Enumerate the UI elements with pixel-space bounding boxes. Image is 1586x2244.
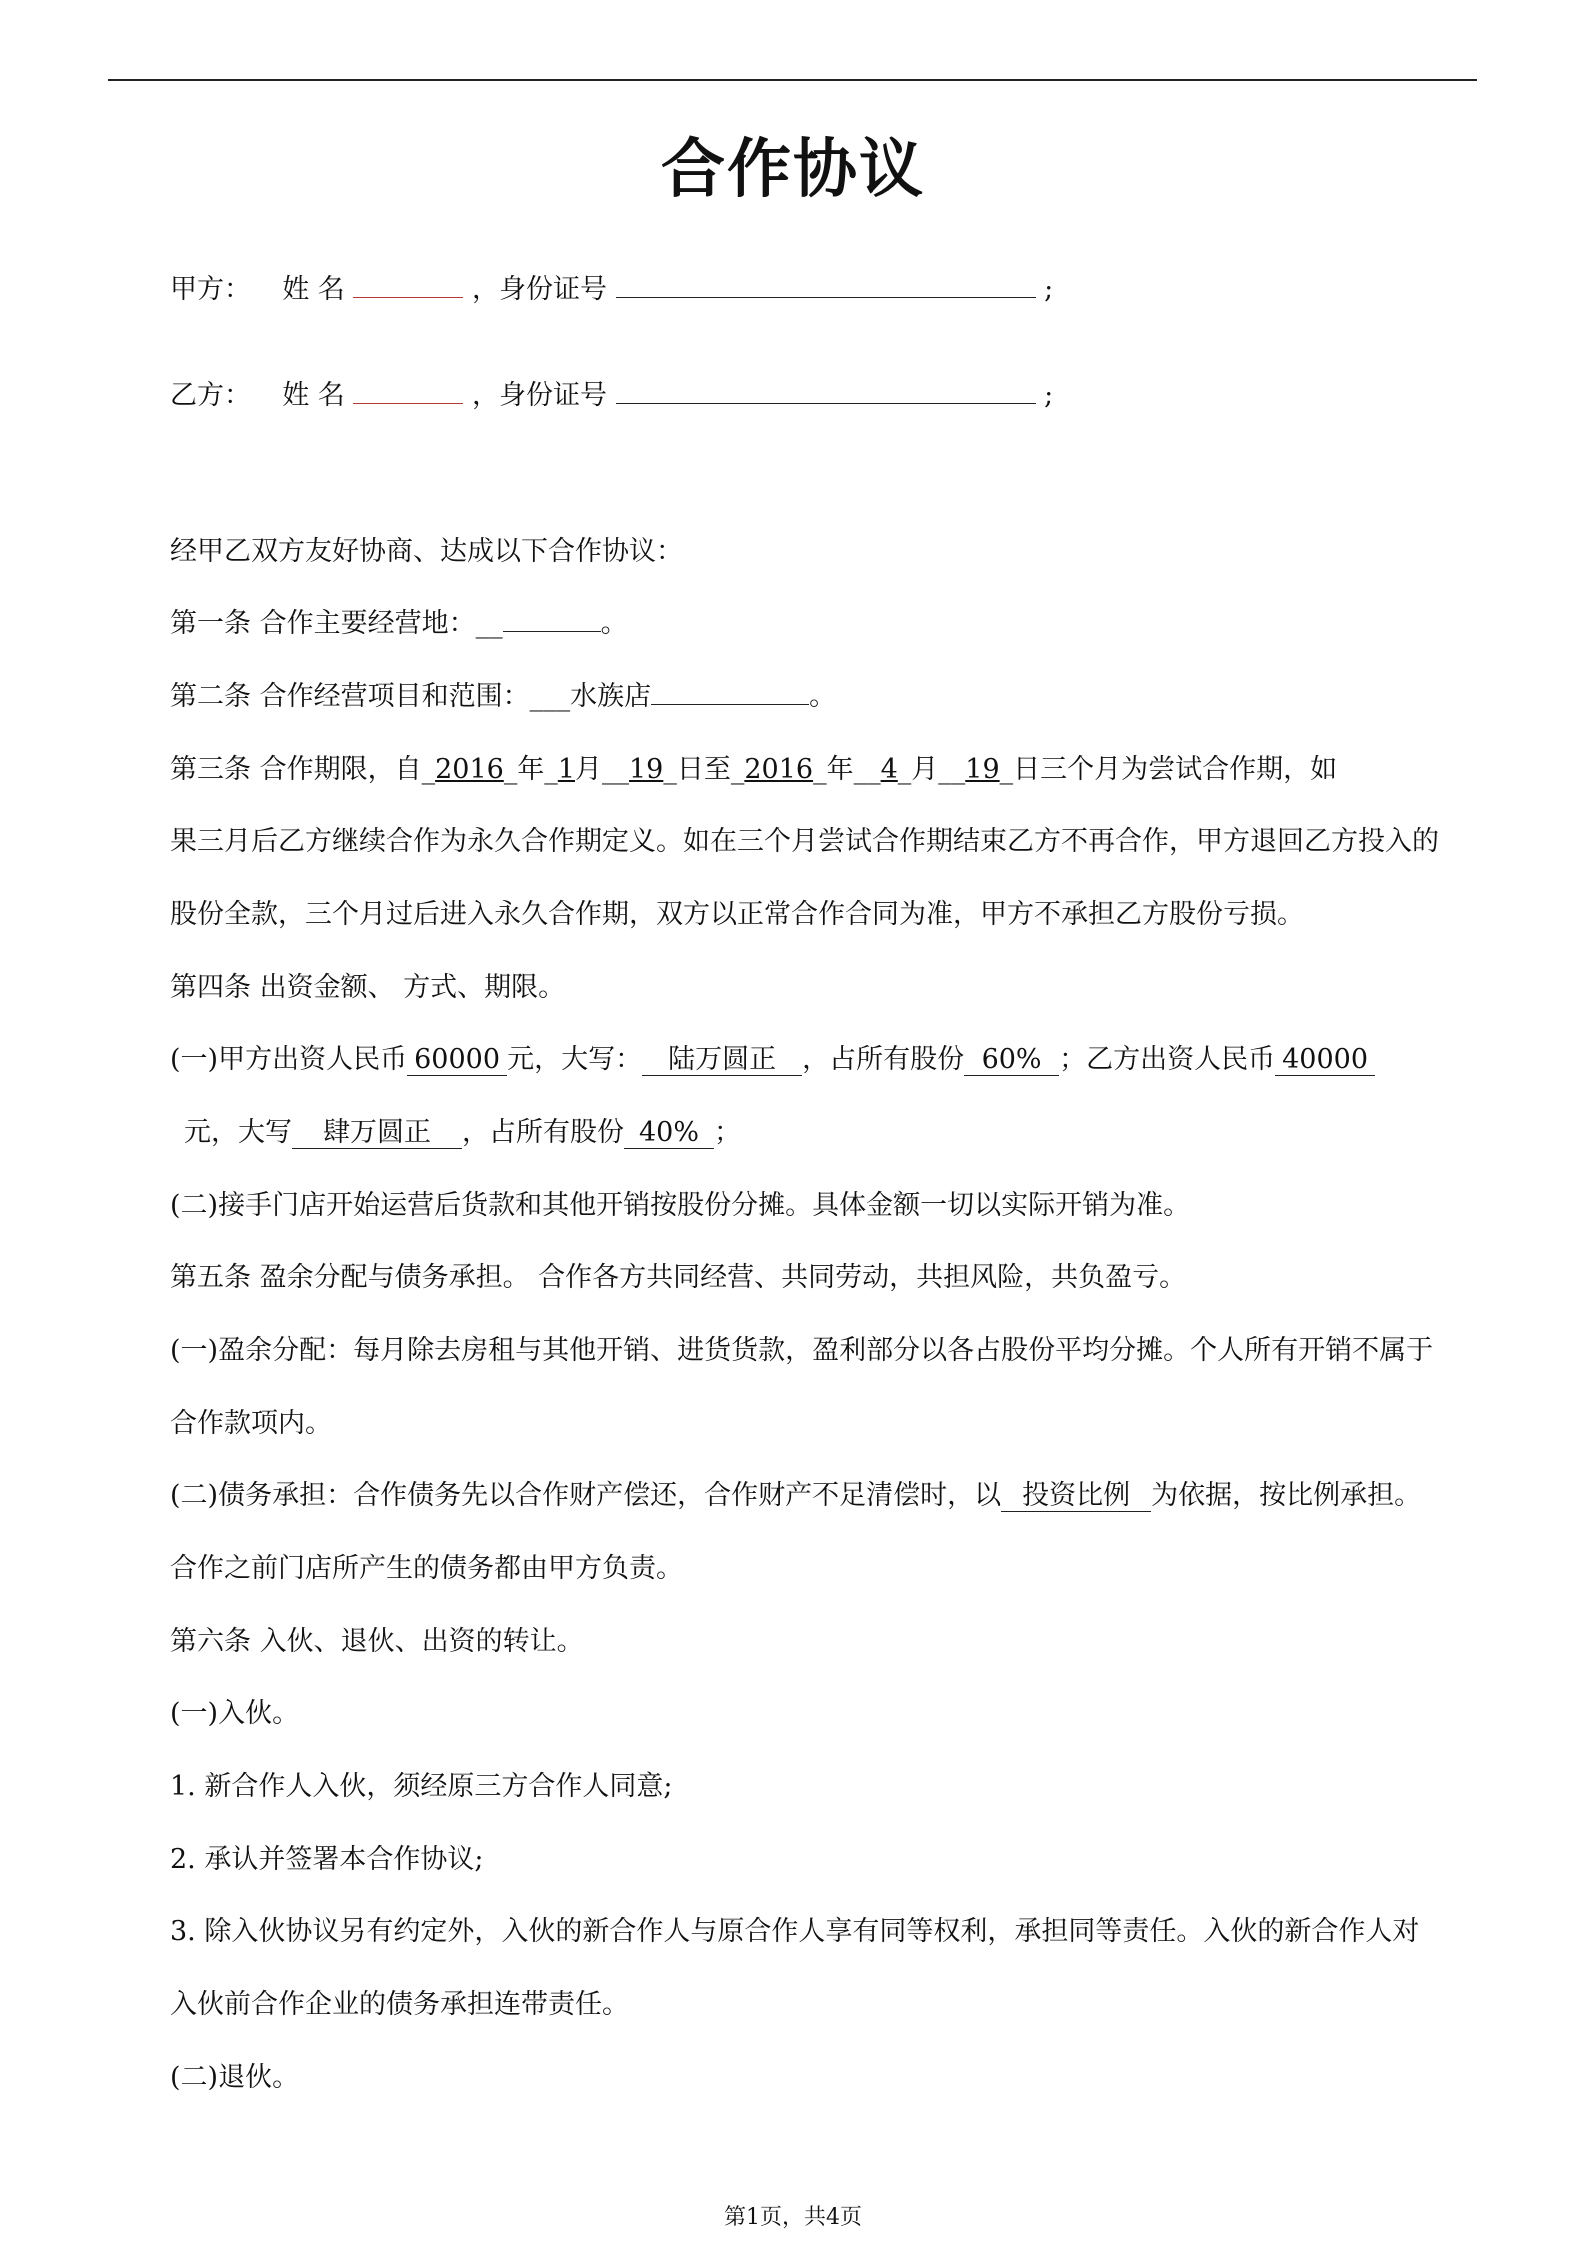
article-6-item-3-line-2: 入伙前合作企业的债务承担连带责任。 <box>170 1989 629 2020</box>
end-year: 2016 <box>744 754 814 785</box>
page-number: 第1页，共4页 <box>724 2205 862 2230</box>
party-a-end: ; <box>1044 274 1054 305</box>
a-share-label: ，占所有股份 <box>802 1044 965 1075</box>
article-5-para-1-line-2: 合作款项内。 <box>170 1408 332 1439</box>
end-month: 4 <box>880 754 898 785</box>
article-4-para-1-line-2 <box>170 1113 741 1153</box>
article-6-section-2: (二)退伙。 <box>170 2062 300 2093</box>
article-4-para-2: (二)接手门店开始运营后货款和其他开销按股份分摊。具体金额一切以实际开销为准。 <box>170 1190 1191 1221</box>
article-3-seg-f: _月__ <box>897 754 966 785</box>
article-1-end: 。 <box>600 608 628 639</box>
article-3-seg-b: _年_ <box>503 754 558 785</box>
article-2-end: 。 <box>809 681 837 712</box>
a-contribution-label: (一)甲方出资人民币 <box>170 1044 408 1075</box>
party-a-label: 甲方： <box>170 274 251 305</box>
b-share-label: ，占所有股份 <box>462 1117 624 1148</box>
article-2 <box>170 677 836 717</box>
party-a-id-blank[interactable] <box>616 297 1036 298</box>
b-caps-label: 元，大写 <box>184 1117 292 1148</box>
article-3-line-2: 果三月后乙方继续合作为永久合作期定义。如在三个月尝试合作期结束乙方不再合作，甲方退回乙方投入的 <box>170 826 1439 857</box>
party-b-id-blank[interactable] <box>616 403 1036 404</box>
party-b-name-label: 姓 名 <box>282 380 345 411</box>
debt-text: (二)债务承担：合作债务先以合作财产偿还，合作财产不足清偿时，以 <box>170 1480 1002 1511</box>
article-5-para-2-line-2: 合作之前门店所产生的债务都由甲方负责。 <box>170 1553 683 1584</box>
a-share-value: 60% <box>964 1045 1059 1076</box>
start-year: 2016 <box>435 754 504 785</box>
article-2-text: 第二条 合作经营项目和范围：___水族店 <box>170 681 652 712</box>
article-6-section-1: (一)入伙。 <box>170 1698 300 1729</box>
party-a-line <box>170 270 1053 310</box>
article-3-seg-c: 月__ <box>575 754 629 785</box>
a-contribution-amount: 60000 <box>407 1045 507 1076</box>
document-title: 合作协议 <box>661 133 925 207</box>
party-a-id-label: ，身份证号 <box>471 274 607 305</box>
b-contribution-label: ；乙方出资人民币 <box>1059 1044 1276 1075</box>
article-3-seg-g: _日三个月为尝试合作期，如 <box>999 754 1338 785</box>
debt-basis: 投资比例 <box>1001 1481 1151 1512</box>
article-6-item-3-line-1: 3. 除入伙协议另有约定外，入伙的新合作人与原合作人享有同等权利，承担同等责任。入伙的新合作人对 <box>170 1916 1420 1947</box>
article-3-seg-e: _年__ <box>813 754 881 785</box>
article-6-title: 第六条 入伙、退伙、出资的转让。 <box>170 1626 584 1657</box>
article-4-para-1-line-1 <box>170 1040 1375 1080</box>
debt-text-end: 为依据，按比例承担。 <box>1151 1480 1422 1511</box>
a-contribution-caps: 陆万圆正 <box>642 1045 802 1076</box>
article-3-line-1 <box>170 750 1337 790</box>
b-contribution-amount: 40000 <box>1275 1045 1375 1076</box>
party-a-name-blank[interactable] <box>353 297 463 298</box>
article-3-seg-d: _日至_ <box>663 754 745 785</box>
article-1-blank[interactable] <box>503 631 601 632</box>
article-6-item-1: 1. 新合作人入伙，须经原三方合作人同意; <box>170 1771 673 1802</box>
article-5-para-2-line-1 <box>170 1476 1421 1516</box>
b-share-value: 40% <box>624 1118 714 1149</box>
article-6-item-2: 2. 承认并签署本合作协议; <box>170 1844 484 1875</box>
article-4-title: 第四条 出资金额、 方式、期限。 <box>170 972 566 1003</box>
intro-text: 经甲乙双方友好协商、达成以下合作协议： <box>170 536 683 567</box>
article-1-text: 第一条 合作主要经营地：__ <box>170 608 503 639</box>
header-rule <box>108 79 1477 81</box>
party-b-line <box>170 376 1053 416</box>
article-5-para-1-line-1: (一)盈余分配：每月除去房租与其他开销、进货货款，盈利部分以各占股份平均分摊。个人所有开销不属于 <box>170 1335 1434 1366</box>
article-3-seg-a: 第三条 合作期限，自_ <box>170 754 436 785</box>
article-3-line-3: 股份全款，三个月过后进入永久合作期，双方以正常合作合同为准，甲方不承担乙方股份亏损。 <box>170 899 1304 930</box>
party-b-label: 乙方： <box>170 380 251 411</box>
party-b-name-blank[interactable] <box>353 403 463 404</box>
article-5-title: 第五条 盈余分配与债务承担。 合作各方共同经营、共同劳动，共担风险，共负盈亏。 <box>170 1262 1187 1293</box>
a-caps-label: 元，大写： <box>507 1044 643 1075</box>
start-day: 19 <box>629 754 664 785</box>
b-contribution-caps: 肆万圆正 <box>292 1118 462 1149</box>
end-day: 19 <box>965 754 1000 785</box>
article-1 <box>170 604 628 644</box>
article-2-blank[interactable] <box>651 704 809 705</box>
b-share-end: ； <box>714 1117 741 1148</box>
party-b-end: ; <box>1044 380 1054 411</box>
start-month: 1 <box>557 754 575 785</box>
party-b-id-label: ，身份证号 <box>471 380 607 411</box>
party-a-name-label: 姓 名 <box>282 274 345 305</box>
